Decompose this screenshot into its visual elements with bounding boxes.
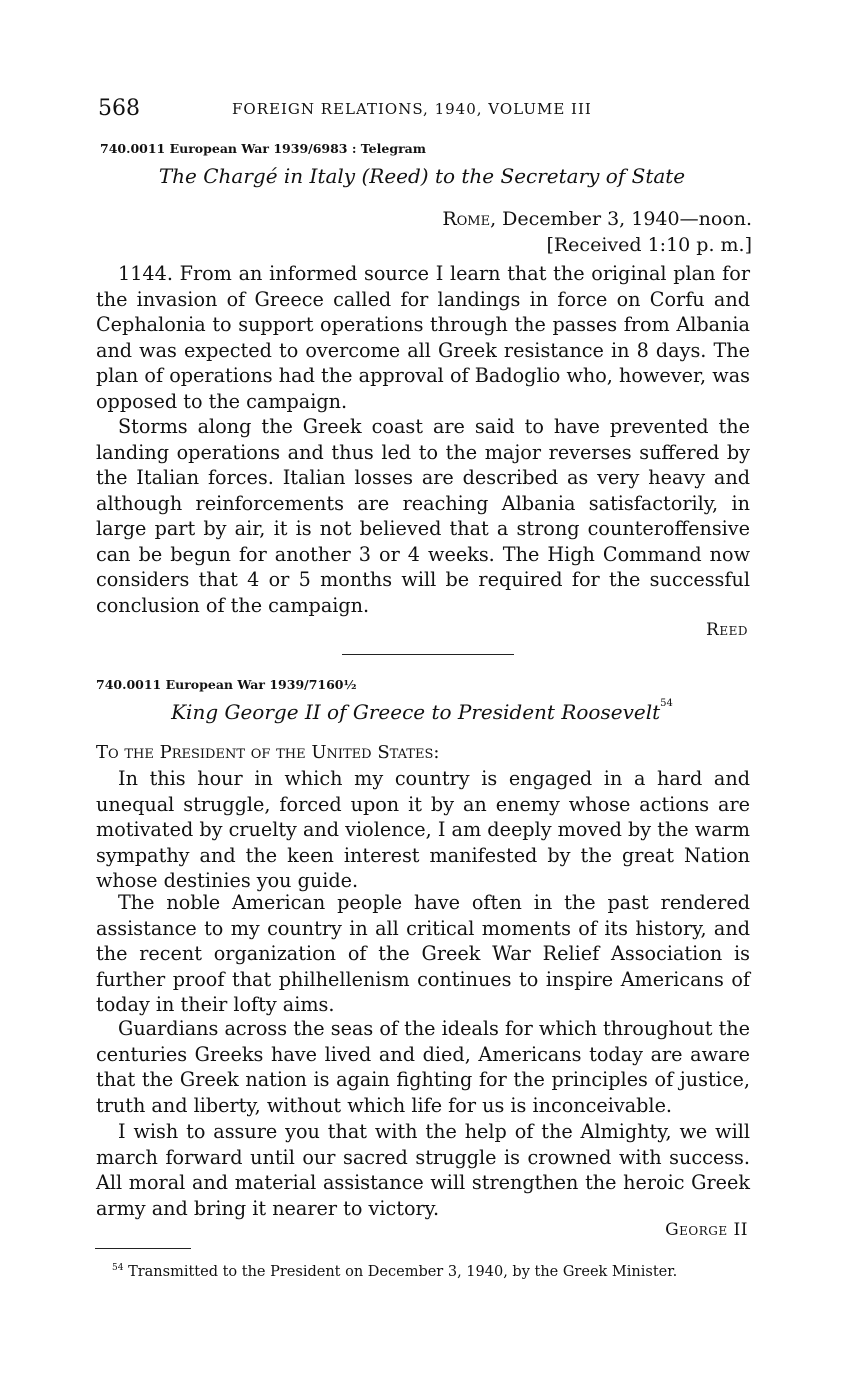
paragraph: I wish to assure you that with the help of the Almighty, we will march forward until our sacred struggle is crowned with success. All moral and material assistance will strengthen the heroic Greek army and bring it nearer to victory. — [96, 1120, 750, 1220]
section-divider — [342, 654, 514, 655]
footnote-text: Transmitted to the President on December 3, 1940, by the Greek Minister. — [128, 1264, 678, 1280]
salutation: To the President of the United States: — [96, 742, 440, 763]
file-reference-2: 740.0011 European War 1939/7160½ — [96, 677, 357, 692]
signature-1: Reed — [706, 620, 748, 640]
received-time: [Received 1:10 p. m.] — [546, 234, 752, 256]
dateline-place: Rome — [442, 208, 491, 230]
signature-2: George II — [665, 1220, 748, 1240]
dateline — [442, 206, 752, 232]
paragraph: The noble American people have often in the past rendered assistance to my country in all critical moments of its history, and the recent organization of the Greek War Relief Association is further proof that philhellenism continues to inspire Americans of today in their lofty aims. — [96, 891, 750, 1016]
footnote-number: 54 — [112, 1263, 124, 1273]
footnote-reference: 54 — [660, 698, 673, 709]
footnote — [112, 1264, 677, 1280]
dateline-date: , December 3, 1940—noon. — [490, 208, 752, 230]
running-title: FOREIGN RELATIONS, 1940, VOLUME III — [232, 100, 592, 118]
file-reference-1: 740.0011 European War 1939/6983 : Telegram — [100, 141, 426, 156]
document-title-2-text: King George II of Greece to President Roosevelt — [171, 700, 661, 724]
paragraph: Guardians across the seas of the ideals for which throughout the centuries Greeks have lived and died, Americans today are aware that the Greek nation is again fighting for the principles of justice, truth and liberty, without which life for us is inconceivable. — [96, 1017, 750, 1117]
document-title-2 — [96, 700, 748, 724]
paragraph: 1144. From an informed source I learn that the original plan for the invasion of Greece called for landings in force on Corfu and Cephalonia to support operations through the passes from Albania and was expected to overcome all Greek resistance in 8 days. The plan of operations had the approval of Badoglio who, however, was opposed to the campaign. — [96, 262, 750, 413]
running-head — [96, 96, 748, 122]
paragraph: Storms along the Greek coast are said to have prevented the landing operations and thus led to the major reverses suffered by the Italian forces. Italian losses are described as very heavy and although reinforcements are reaching Albania satisfactorily, in large part by air, it is not believed that a strong counteroffensive can be begun for another 3 or 4 weeks. The High Command now considers that 4 or 5 months will be required for the successful conclusion of the campaign. — [96, 415, 750, 617]
page-number: 568 — [98, 96, 140, 121]
document-title-1: The Chargé in Italy (Reed) to the Secretary of State — [158, 164, 686, 188]
footnote-rule — [95, 1248, 191, 1249]
paragraph: In this hour in which my country is engaged in a hard and unequal struggle, forced upon it by an enemy whose actions are motivated by cruelty and violence, I am deeply moved by the warm sympathy and the keen interest manifested by the great Nation whose destinies you guide. — [96, 767, 750, 892]
